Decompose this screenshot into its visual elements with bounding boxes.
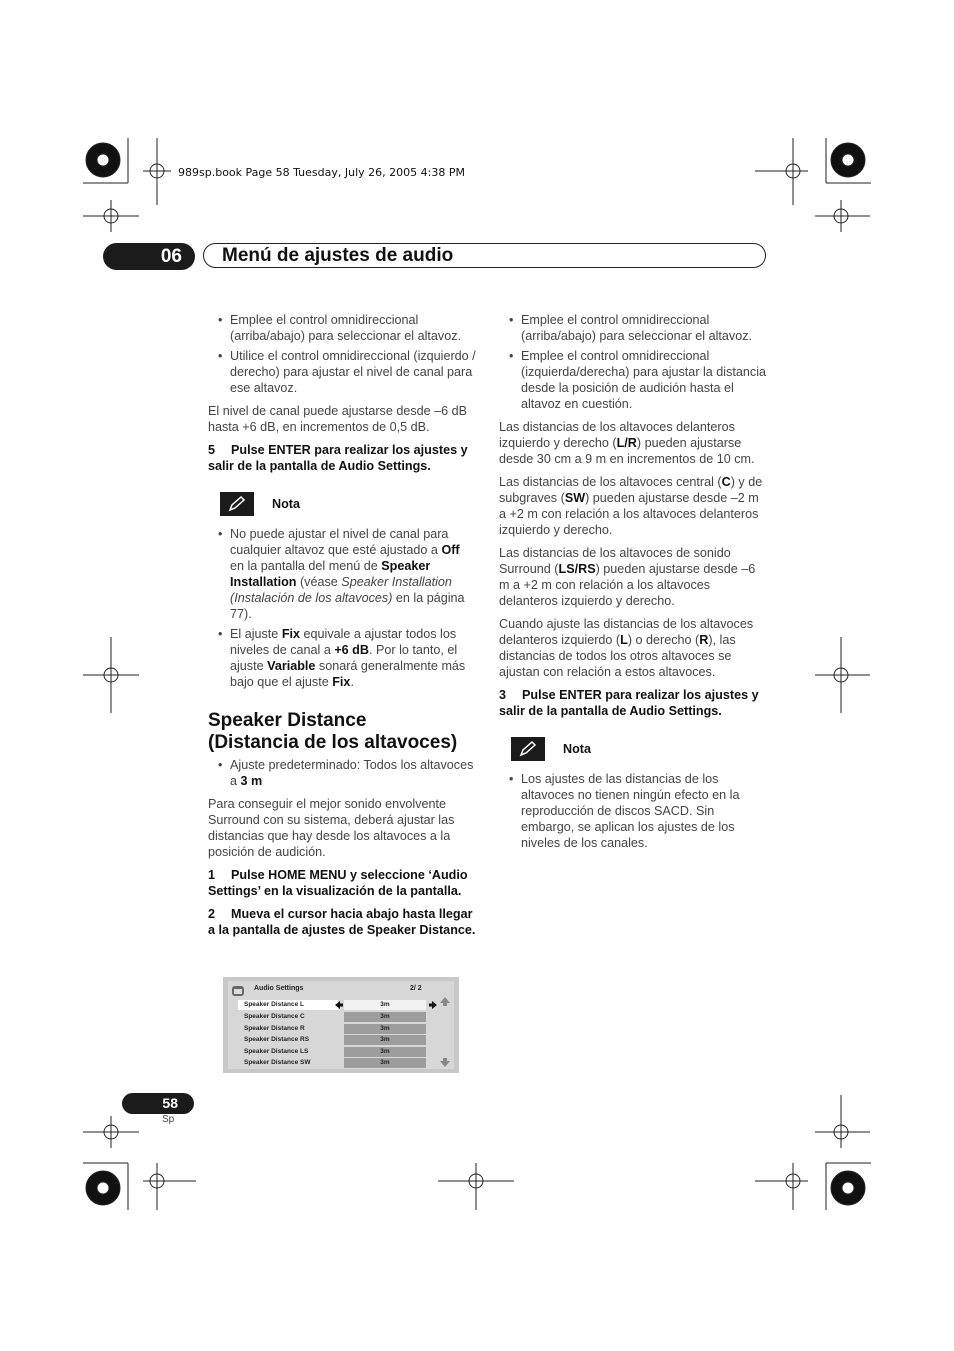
starburst-mark-icon: [86, 143, 120, 177]
bullet-list: [208, 757, 476, 789]
setting-row[interactable]: Speaker Distance L 3m: [236, 1000, 436, 1010]
step-2: 2 Mueva el cursor hacia abajo hasta llegar a la pantalla de ajustes de Speaker Distance.: [208, 907, 476, 937]
list-item: • El ajuste Fix equivale a ajustar todos los niveles de canal a +6 dB. Por lo tanto, el ajuste Variable sonará generalmente más bajo que el ajuste Fix.: [208, 626, 476, 690]
list-item: • Emplee el control omnidireccional (arriba/abajo) para seleccionar el altavoz.: [499, 312, 769, 344]
list-item: • Emplee el control omnidireccional (izquierda/derecha) para ajustar la distancia desde la posición de audición hasta el altavoz en cuestión.: [499, 348, 769, 412]
scrollbar[interactable]: [440, 997, 450, 1067]
section-title: Speaker Distance (Distancia de los altavoces): [208, 710, 458, 753]
list-item: • Ajuste predeterminado: Todos los altavoces a 3 m: [208, 757, 476, 789]
paragraph: Las distancias de los altavoces delanteros izquierdo y derecho (L/R) pueden ajustarse desde 30 cm a 9 m en incrementos de 10 cm.: [499, 420, 755, 466]
arrow-left-icon: [334, 1000, 344, 1010]
note-header: [220, 492, 476, 516]
note-label: Nota: [272, 497, 300, 511]
paragraph: Para conseguir el mejor sonido envolvente Surround con su sistema, deberá ajustar las distancias que hay desde los altavoces a la posición de audición.: [208, 797, 455, 859]
speaker-icon: [231, 983, 245, 997]
right-column: [499, 312, 769, 858]
setting-row[interactable]: Speaker Distance C 3m: [236, 1012, 436, 1022]
file-info: 989sp.book Page 58 Tuesday, July 26, 2005 4:38 PM: [178, 166, 465, 179]
step-5: 5 Pulse ENTER para realizar los ajustes y salir de la pantalla de Audio Settings.: [208, 443, 468, 473]
page-indicator: 2/ 2: [410, 985, 422, 992]
list-item: • Utilice el control omnidireccional (izquierdo / derecho) para ajustar el nivel de canal para ese altavoz.: [208, 348, 476, 396]
starburst-mark-icon: [86, 1171, 120, 1205]
list-item: • Emplee el control omnidireccional (arriba/abajo) para seleccionar el altavoz.: [208, 312, 476, 344]
paragraph: Cuando ajuste las distancias de los altavoces delanteros izquierdo (L) o derecho (R), las distancias de todos los otros altavoces se ajustan con relación a estos altavoces.: [499, 617, 754, 679]
arrow-right-icon: [428, 1000, 438, 1010]
paragraph: Las distancias de los altavoces central (C) y de subgraves (SW) pueden ajustarse desde –2 m a +2 m con relación a los altavoces delanteros izquierdo y derecho.: [499, 475, 763, 537]
left-column: [208, 312, 476, 945]
step-1: 1 Pulse HOME MENU y seleccione ‘Audio Settings’ en la visualización de la pantalla.: [208, 868, 468, 898]
paragraph: El nivel de canal puede ajustarse desde –6 dB hasta +6 dB, en incrementos de 0,5 dB.: [208, 404, 468, 434]
setting-row[interactable]: Speaker Distance RS 3m: [236, 1035, 436, 1045]
note-label: Nota: [563, 742, 591, 756]
setting-row[interactable]: Speaker Distance SW 3m: [236, 1058, 436, 1068]
list-item: • Los ajustes de las distancias de los altavoces no tienen ningún efecto en la reproducción de discos SACD. Sin embargo, se aplican los ajustes de los niveles de los canales.: [499, 771, 769, 851]
paragraph: Las distancias de los altavoces de sonido Surround (LS/RS) pueden ajustarse desde –6 m a +2 m con relación a los altavoces delanteros izquierdo y derecho.: [499, 546, 756, 608]
page-language: Sp: [162, 1114, 175, 1125]
setting-row[interactable]: Speaker Distance R 3m: [236, 1024, 436, 1034]
audio-settings-screen: [223, 977, 459, 1073]
step-3: 3 Pulse ENTER para realizar los ajustes y salir de la pantalla de Audio Settings.: [499, 688, 759, 718]
note-list: [208, 526, 476, 690]
bullet-list: [208, 312, 476, 396]
bullet-list: [499, 312, 769, 412]
note-pencil-icon: [511, 737, 545, 761]
note-pencil-icon: [220, 492, 254, 516]
starburst-mark-icon: [831, 1171, 865, 1205]
setting-row[interactable]: Speaker Distance LS 3m: [236, 1047, 436, 1057]
chapter-number: 06: [103, 243, 195, 270]
note-header: [511, 737, 769, 761]
note-list: [499, 771, 769, 851]
chapter-title: Menú de ajustes de audio: [222, 245, 454, 266]
screen-title: Audio Settings: [254, 985, 304, 992]
starburst-mark-icon: [831, 143, 865, 177]
page-number: 58: [122, 1093, 194, 1114]
list-item: • No puede ajustar el nivel de canal para cualquier altavoz que esté ajustado a Off en la pantalla del menú de Speaker Installation (véase Speaker Installation (Instalación de los altavoces) en la página 77).: [208, 526, 476, 622]
